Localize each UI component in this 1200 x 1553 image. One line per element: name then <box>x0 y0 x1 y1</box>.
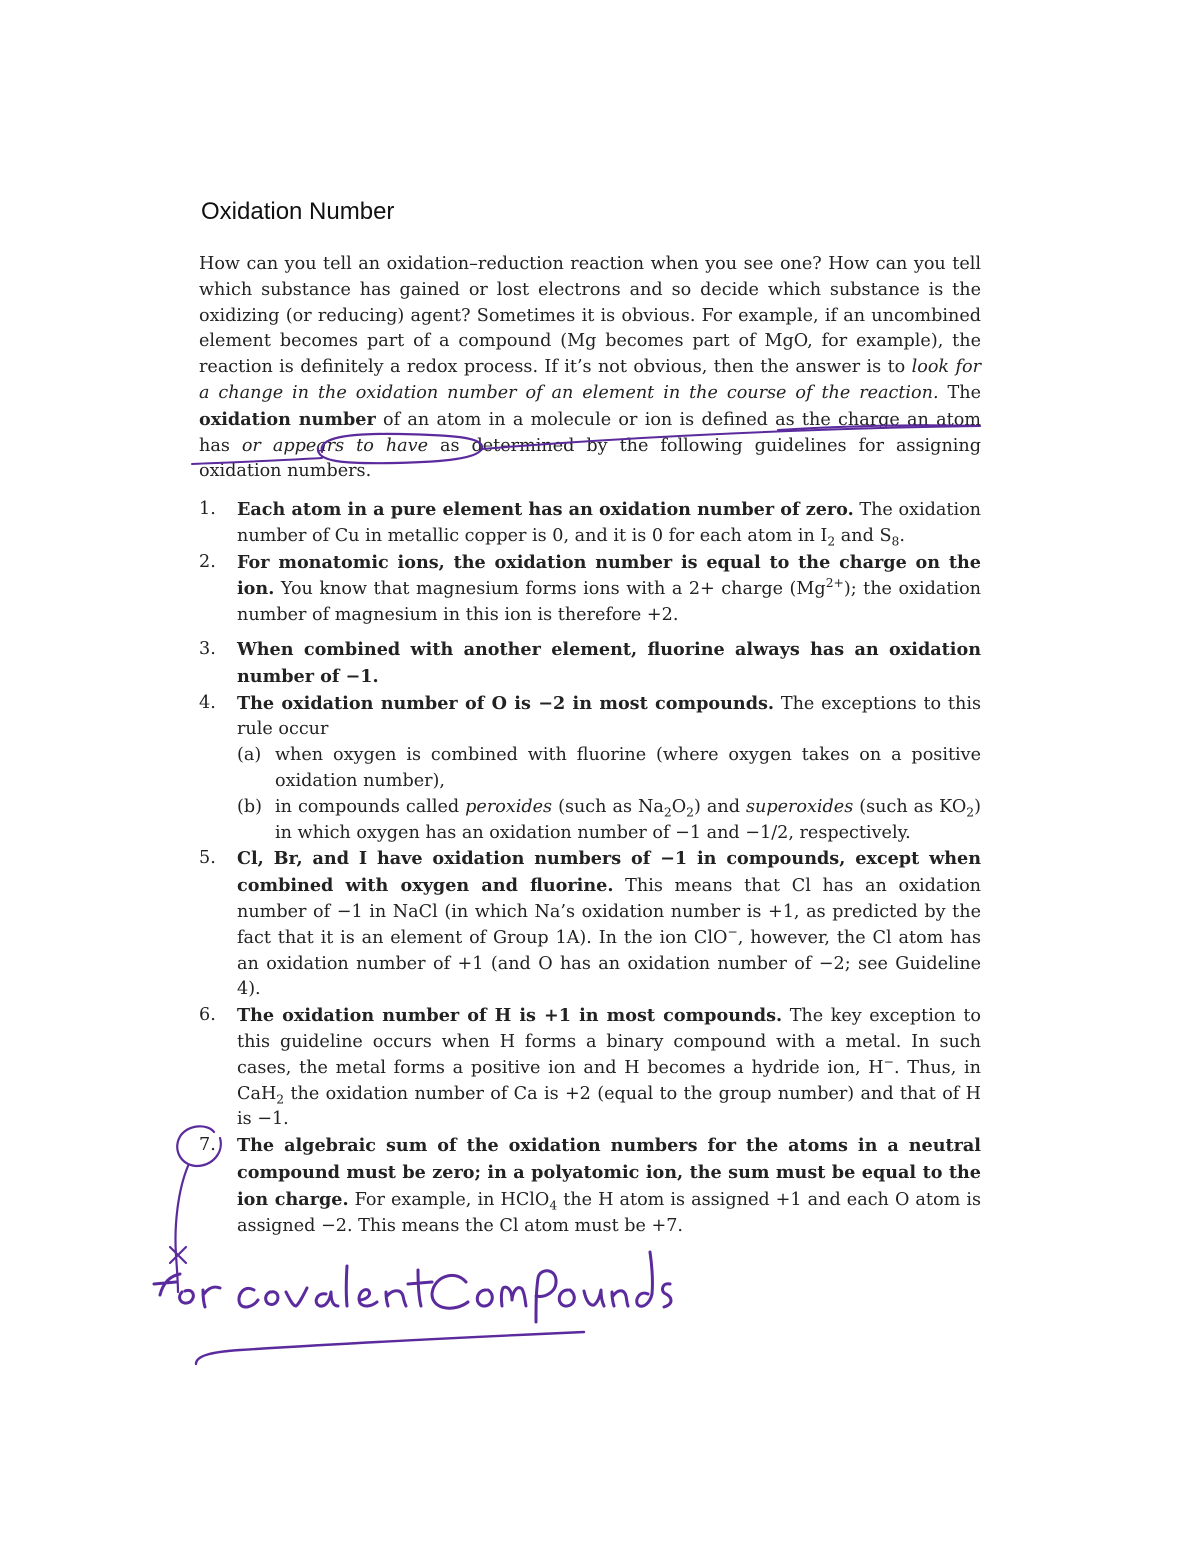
intro-emphasis-appears: or appears to have <box>241 435 429 456</box>
exception-a <box>237 743 981 795</box>
subscript: 2 <box>276 1092 285 1107</box>
exception-text: (such as KO <box>853 796 967 817</box>
guideline-number: 2. <box>199 551 216 572</box>
exception-text: (such as Na <box>552 796 664 817</box>
guideline-rule: Cl, Br, and I have oxidation numbers of −1 in compounds, except when combined with oxygen and fluorine. <box>237 848 981 897</box>
intro-text: of an atom in a molecule or ion is defined as the charge an atom has <box>199 409 981 456</box>
guideline-number: 1. <box>199 499 216 519</box>
guideline-rule: The oxidation number of O is −2 in most compounds. <box>237 692 775 714</box>
intro-paragraph <box>199 252 981 485</box>
guideline-text: the H atom is assigned +1 and each O atom is assigned −2. This means the Cl atom must be +7. <box>237 1189 981 1236</box>
guideline-text: For example, in HClO <box>348 1189 550 1210</box>
guideline-3 <box>199 637 981 691</box>
exceptions-list <box>237 743 981 846</box>
exception-b <box>237 795 981 847</box>
page-title: Oxidation Number <box>201 198 395 225</box>
guideline-1 <box>199 497 981 550</box>
guideline-text: . <box>899 525 905 546</box>
intro-text: as determined by the following guidelines for assigning oxidation numbers. <box>199 435 981 482</box>
exception-text: in compounds called <box>275 796 466 817</box>
exception-text: ) and <box>694 796 746 817</box>
term-oxidation-number: oxidation number <box>199 408 376 430</box>
guideline-number: 6. <box>199 1005 216 1026</box>
guideline-text: This means that Cl has an oxidation number of −1 in NaCl (in which Na’s oxidation number is +1, as predicted by the fact that it is an element of Group 1A). In the ion ClO <box>237 876 981 948</box>
term-superoxides: superoxides <box>745 796 854 817</box>
subscript: 4 <box>549 1198 558 1213</box>
guideline-rule: Each atom in a pure element has an oxidation number of zero. <box>237 499 854 520</box>
guideline-7 <box>199 1133 981 1239</box>
subscript: 2 <box>686 805 695 820</box>
guideline-text: The oxidation number of Cu in metallic copper is 0, and it is 0 for each atom in I <box>237 500 981 546</box>
guideline-text: ); the oxidation number of magnesium in this ion is therefore +2. <box>237 579 981 626</box>
guideline-text: You know that magnesium forms ions with a 2+ charge (Mg <box>274 579 826 600</box>
guideline-text: and S <box>835 525 892 546</box>
guideline-6 <box>199 1003 981 1133</box>
guideline-4 <box>199 691 981 847</box>
guideline-rule: When combined with another element, fluorine always has an oxidation number of −1. <box>237 638 981 687</box>
exception-text: ) in which oxygen has an oxidation number of −1 and −1/2, respectively. <box>275 796 981 843</box>
exception-marker: (a) <box>237 745 262 766</box>
guideline-rule: The algebraic sum of the oxidation numbers for the atoms in a neutral compound must be zero; in a polyatomic ion, the sum must be equal to the ion charge. <box>237 1135 981 1210</box>
guideline-text: The exceptions to this rule occur <box>237 693 981 740</box>
intro-text: How can you tell an oxidation–reduction reaction when you see one? How can you tell which substance has gained or lost electrons and so decide which substance is the oxidizing (or reducing) agent? Sometimes it is obvious. For example, if an uncombined element becomes part of a compound (Mg becomes part of MgO, for example), the reaction is definitely a redox process. If it’s not obvious, then the answer is to <box>199 254 981 378</box>
superscript: − <box>883 1054 894 1069</box>
ink-handwritten-note <box>154 1252 671 1322</box>
ink-connector-line <box>170 1166 188 1292</box>
term-peroxides: peroxides <box>465 796 553 817</box>
subscript: 2 <box>827 534 836 549</box>
guideline-number: 3. <box>199 638 216 659</box>
guideline-text: . Thus, in CaH <box>237 1057 981 1104</box>
subscript: 2 <box>966 805 975 820</box>
guideline-text: The key exception to this guideline occurs when H forms a binary compound with a metal. In such cases, the metal forms a positive ion and H becomes a hydride ion, H <box>237 1006 981 1078</box>
guideline-number: 5. <box>199 848 216 869</box>
guideline-text: the oxidation number of Ca is +2 (equal to the group number) and that of H is −1. <box>237 1083 981 1130</box>
intro-emphasis: look for a change in the oxidation number of an element in the course of the reaction. <box>199 357 981 403</box>
exception-text: O <box>671 796 687 817</box>
subscript: 8 <box>891 534 900 549</box>
exception-marker: (b) <box>237 796 262 817</box>
superscript: 2+ <box>825 576 844 591</box>
subscript: 2 <box>663 805 672 820</box>
guideline-5 <box>199 846 981 1003</box>
exception-text: when oxygen is combined with fluorine (where oxygen takes on a positive oxidation number), <box>275 745 981 791</box>
guideline-rule: For monatomic ions, the oxidation number is equal to the charge on the ion. <box>237 551 981 600</box>
guideline-text: , however, the Cl atom has an oxidation number of +1 (and O has an oxidation number of −2; see Guideline 4). <box>237 927 981 1000</box>
ink-long-underline <box>196 1332 584 1364</box>
guideline-number: 7. <box>199 1135 216 1156</box>
guideline-2 <box>199 550 981 629</box>
guideline-rule: The oxidation number of H is +1 in most compounds. <box>237 1005 783 1027</box>
superscript: − <box>727 924 738 939</box>
intro-text: The <box>938 382 981 403</box>
guideline-number: 4. <box>199 692 216 713</box>
guidelines-list <box>199 497 981 1239</box>
